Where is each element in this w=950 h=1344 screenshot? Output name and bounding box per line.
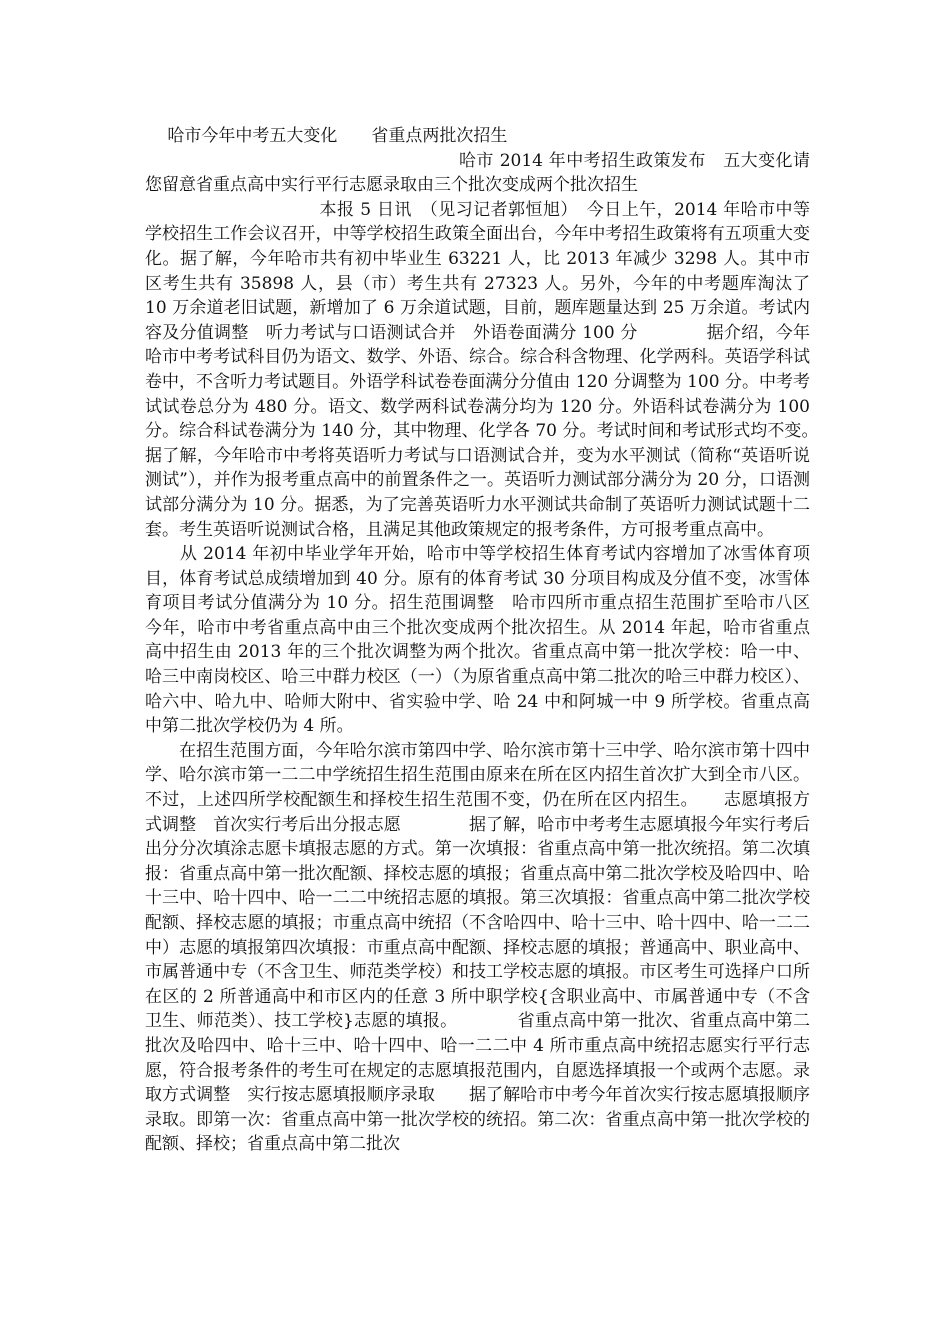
article-body (145, 124, 895, 1157)
article-subheadline: 哈市 2014 年中考招生政策发布 五大变化请您留意省重点高中实行平行志愿录取由三个批次变成两个批次招生 (145, 150, 810, 196)
article-paragraph: 从 2014 年初中毕业学年开始，哈市中等学校招生体育考试内容增加了冰雪体育项目，体育考试总成绩增加到 40 分。原有的体育考试 30 分项目构成及分值不变，冰雪体育项目考试分值满分为 10 分。招生范围调整 哈市四所市重点招生范围扩至哈市八区 今年，哈市中考省重点高中由三个批次变成两个批次招生。从 2014 年起，哈市省重点高中招生由 2013 年的三个批次调整为两个批次。省重点高中第一批次学校：哈一中、哈三中南岗校区、哈三中群力校区（一）（为原省重点高中第二批次的哈三中群力校区）、哈六中、哈九中、哈师大附中、省实验中学、哈 24 中和阿城一中 9 所学校。省重点高中第二批次学校仍为 4 所。 (145, 544, 895, 737)
article-paragraph: 本报 5 日讯 （见习记者郭恒旭） 今日上午，2014 年哈市中等学校招生工作会议召开，中等学校招生政策全面出台，今年中考招生政策将有五项重大变化。据了解，今年哈市共有初中毕业生 63221 人，比 2013 年减少 3298 人。其中市区考生共有 35898 人，县（市）考生共有 27323 人。另外，今年的中考题库淘汰了 10 万余道老旧试题，新增加了 6 万余道试题，目前，题库题量达到 25 万余道。考试内容及分值调整 听力考试与口语测试合并 外语卷面满分 100 分 据介绍，今年哈市中考考试科目仍为语文、数学、外语、综合。综合科含物理、化学两科。英语学科试卷中，不含听力考试题目。外语学科试卷卷面满分分值由 120 分调整为 100 分。中考考试试卷总分为 480 分。语文、数学两科试卷满分均为 120 分。外语科试卷满分为 100 分。综合科试卷满分为 140 分，其中物理、化学各 70 分。考试时间和考试形式均不变。 据了解，今年哈市中考将英语听力考试与口语测试合并，变为水平测试（简称“英语听说测试”），并作为报考重点高中的前置条件之一。英语听力测试部分满分为 20 分，口语测试部分满分为 10 分。据悉，为了完善英语听力水平测试共命制了英语听力测试试题十二套。考生英语听说测试合格，且满足其他政策规定的报考条件，方可报考重点高中。 (145, 199, 861, 540)
article-headline: 哈市今年中考五大变化 省重点两批次招生 (145, 126, 508, 146)
article-paragraph: 在招生范围方面，今年哈尔滨市第四中学、哈尔滨市第十三中学、哈尔滨市第十四中学、哈尔滨市第一二二中学统招生招生范围由原来在所在区内招生首次扩大到全市八区。不过，上述四所学校配额生和择校生招生范围不变，仍在所在区内招生。 志愿填报方式调整 首次实行考后出分报志愿 据了解，哈市中考考生志愿填报今年实行考后出分分次填涂志愿卡填报志愿的方式。第一次填报：省重点高中第一批次统招。第二次填报：省重点高中第一批次配额、择校志愿的填报；省重点高中第二批次学校及哈四中、哈十三中、哈十四中、哈一二二中统招志愿的填报。第三次填报：省重点高中第二批次学校配额、择校志愿的填报；市重点高中统招（不含哈四中、哈十三中、哈十四中、哈一二二中）志愿的填报第四次填报：市重点高中配额、择校志愿的填报；普通高中、职业高中、市属普通中专（不含卫生、师范类学校）和技工学校志愿的填报。市区考生可选择户口所在区的 2 所普通高中和市区内的任意 3 所中职学校{含职业高中、市属普通中专（不含卫生、师范类）、技工学校}志愿的填报。 省重点高中第一批次、省重点高中第二批次及哈四中、哈十三中、哈十四中、哈一二二中 4 所市重点高中统招志愿实行平行志愿，符合报考条件的考生可在规定的志愿填报范围内，自愿选择填报一个或两个志愿。录取方式调整 实行按志愿填报顺序录取 据了解哈市中考今年首次实行按志愿填报顺序录取。即第一次：省重点高中第一批次学校的统招。第二次：省重点高中第一批次学校的配额、择校；省重点高中第二批次 (145, 740, 810, 1155)
